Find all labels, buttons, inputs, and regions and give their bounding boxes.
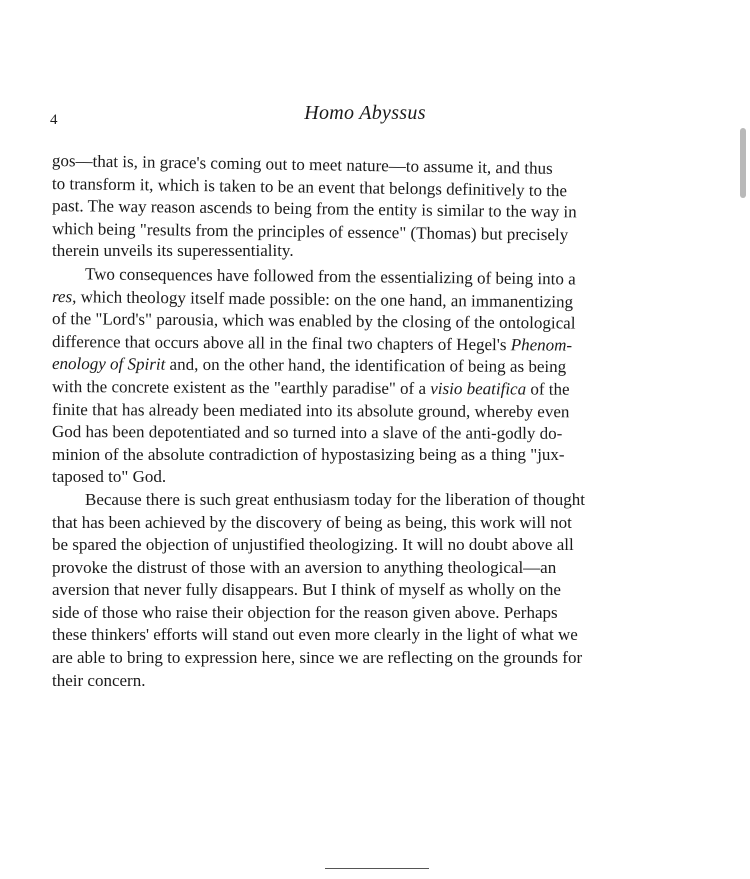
paragraph-2	[52, 263, 672, 489]
text-line: difference that occurs above all in the final two chapters of Hegel's Phenom-	[51, 331, 573, 355]
text-line: of the "Lord's" parousia, which was enabled by the closing of the ontological	[51, 309, 576, 333]
page-number: 4	[50, 112, 58, 128]
text-line: provoke the distrust of those with an aversion to anything theological—an	[52, 557, 557, 577]
text-line: that has been achieved by the discovery of being as being, this work will not	[52, 512, 572, 532]
running-title: Homo Abyssus	[304, 102, 426, 124]
text-line: gos—that is, in grace's coming out to meet nature—to assume it, and thus	[51, 151, 553, 178]
text-line: finite that has already been mediated into its absolute ground, whereby even	[51, 399, 570, 421]
text-line: their concern.	[52, 670, 146, 690]
text-line: Two consequences have followed from the essentializing of being into a	[84, 264, 576, 289]
paragraph-3	[52, 489, 672, 692]
text-line: be spared the objection of unjustified theologizing. It will no doubt above all	[52, 535, 574, 555]
text-line: aversion that never fully disappears. But I think of myself as wholly on the	[52, 580, 561, 600]
text-line: enology of Spirit and, on the other hand, the identification of being as being	[51, 354, 567, 377]
text-line: which being "results from the principles of essence" (Thomas) but precisely	[51, 218, 569, 245]
text-line: with the concrete existent as the "earthly paradise" of a visio beatifica of the	[51, 376, 570, 399]
paragraph-1	[52, 150, 672, 263]
text-line: therein unveils its superessentiality.	[52, 241, 294, 261]
text-line: past. The way reason ascends to being from the entity is similar to the way in	[51, 196, 577, 222]
text-line: God has been depotentiated and so turned into a slave of the anti-godly do-	[51, 422, 563, 443]
scrollbar-thumb[interactable]	[740, 128, 746, 198]
text-line: minion of the absolute contradiction of hypostasizing being as a thing "jux-	[52, 444, 565, 464]
text-line: side of those who raise their objection for the reason given above. Perhaps	[52, 602, 558, 622]
text-line: res, which theology itself made possible: on the one hand, an immanentizing	[51, 286, 574, 312]
text-line: these thinkers' efforts will stand out even more clearly in the light of what we	[52, 625, 578, 645]
text-line: Because there is such great enthusiasm today for the liberation of thought	[85, 489, 585, 509]
text-line: are able to bring to expression here, since we are reflecting on the grounds for	[52, 648, 583, 668]
text-line: taposed to" God.	[52, 467, 167, 487]
text-line: to transform it, which is taken to be an event that belongs definitively to the	[51, 173, 568, 200]
footer-rule	[325, 868, 429, 869]
body-text	[52, 150, 672, 692]
